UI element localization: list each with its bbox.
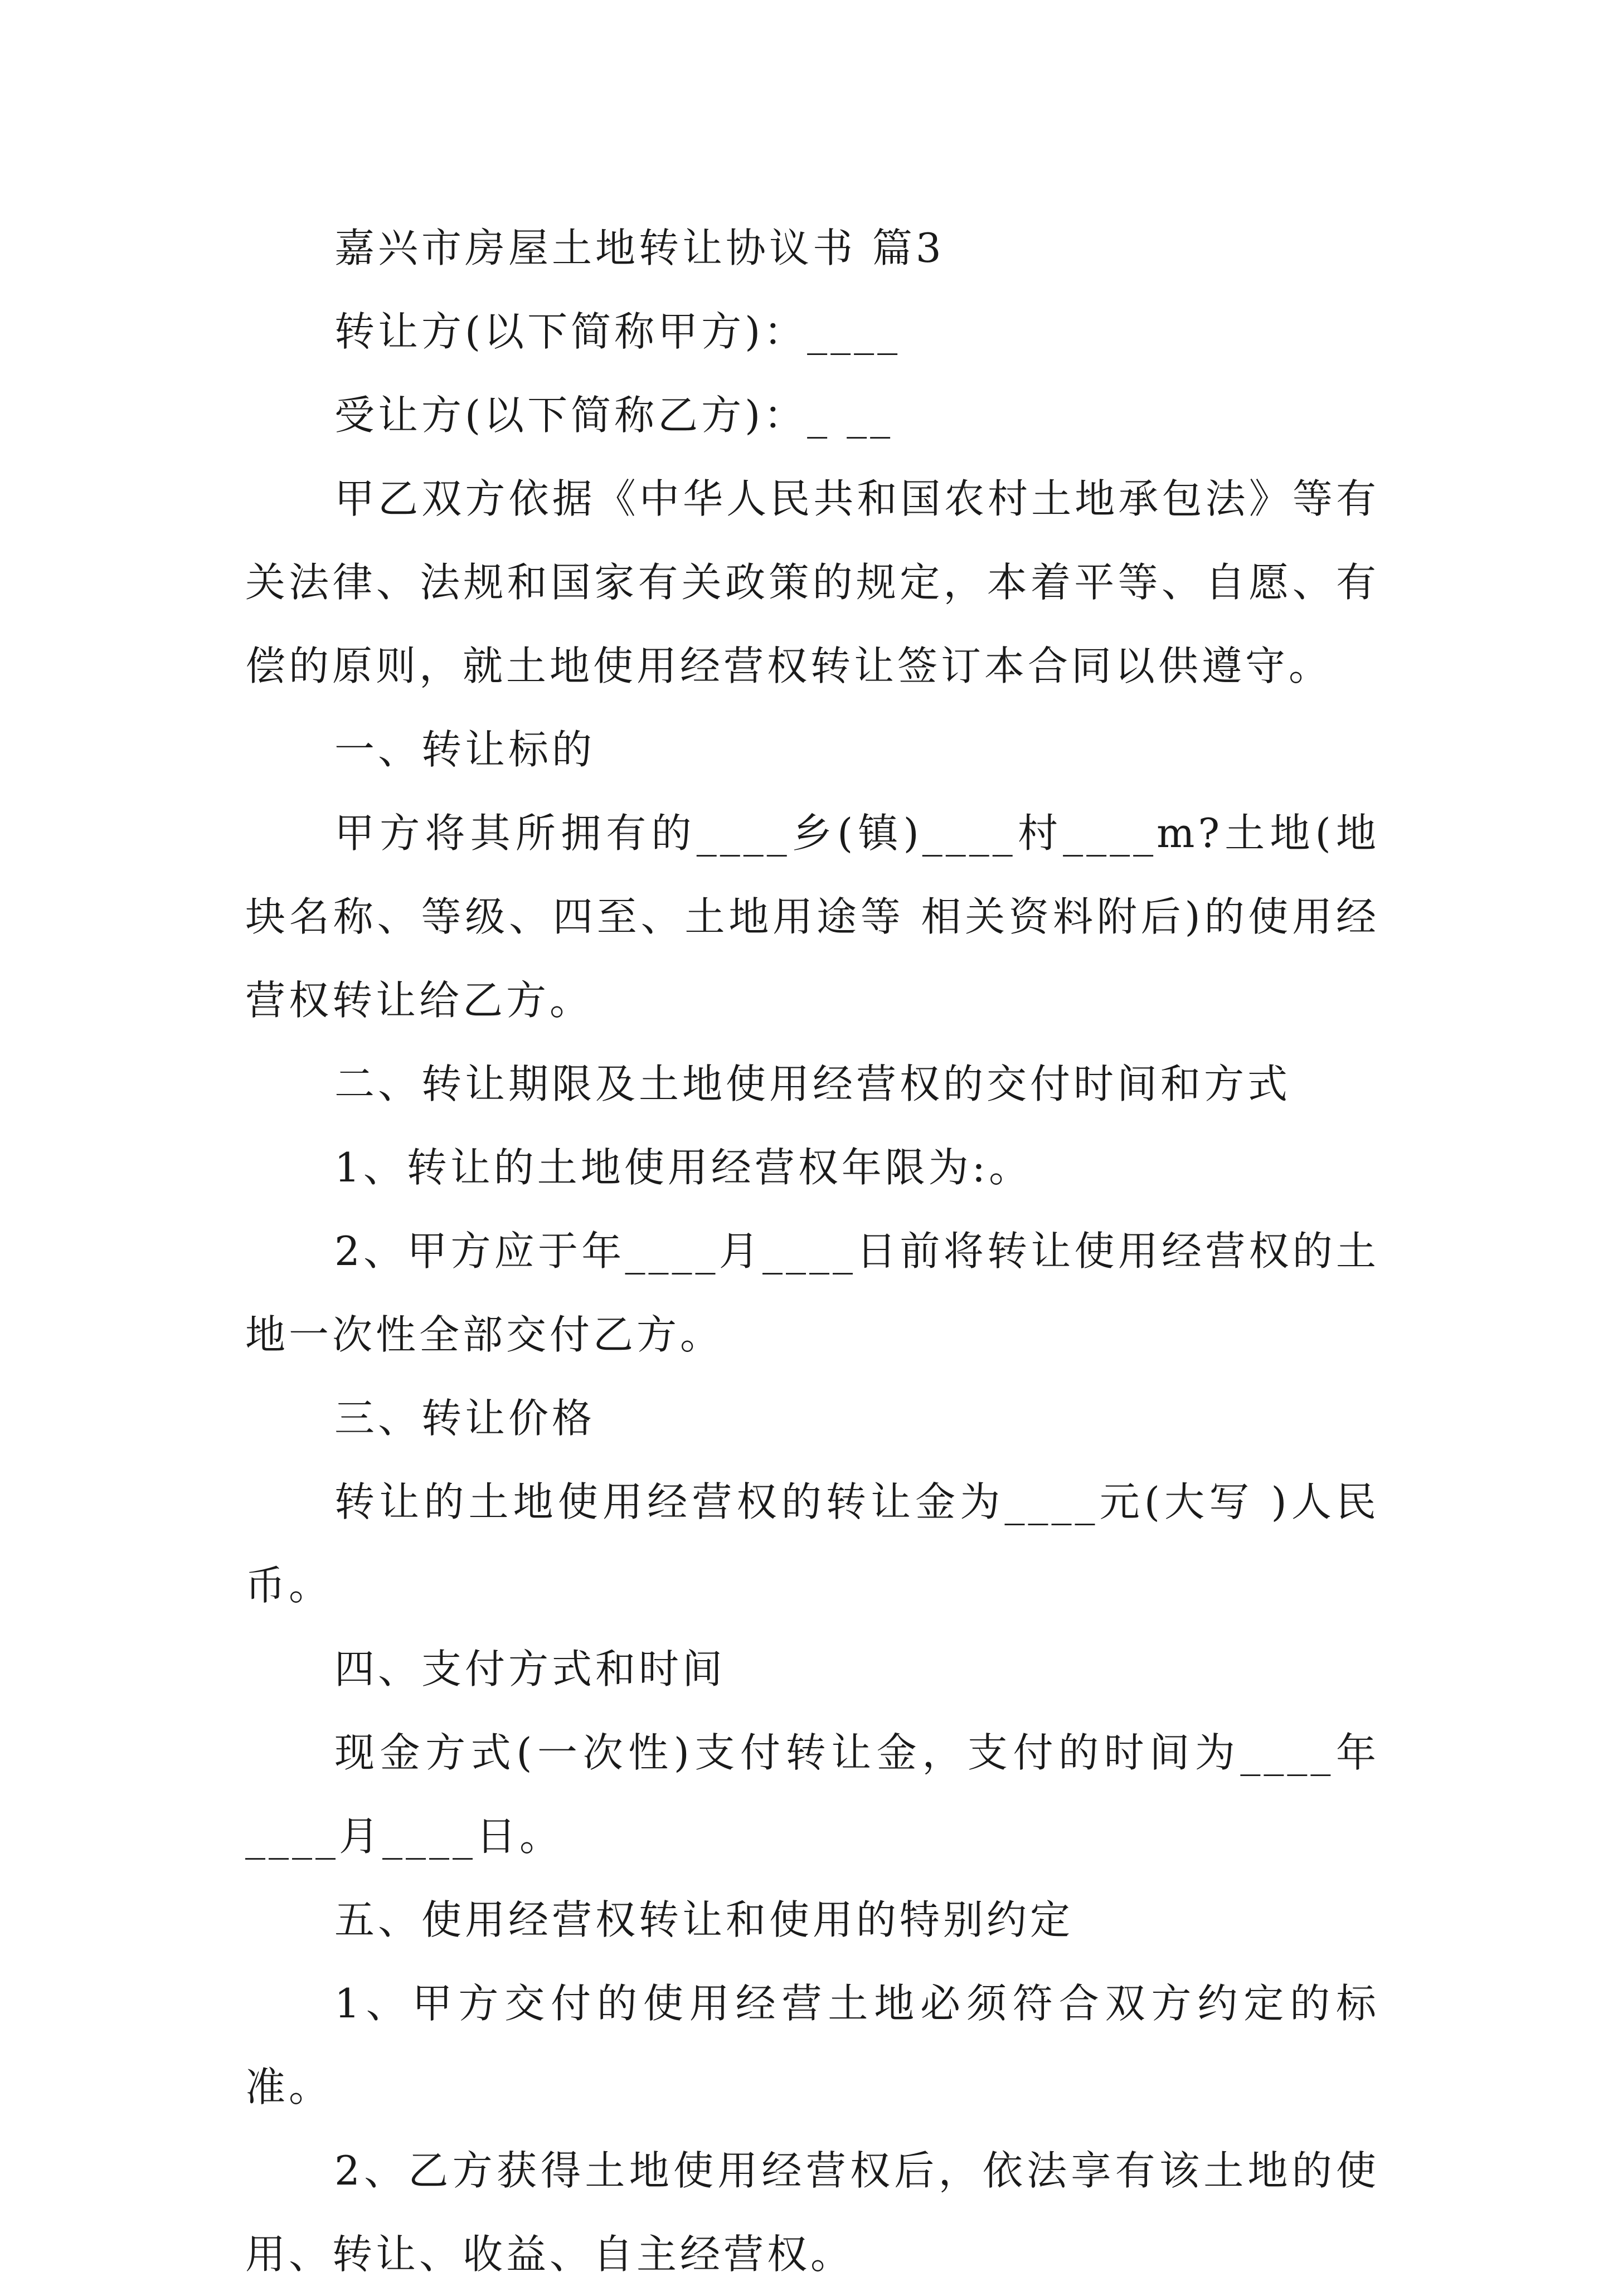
section-heading-3: 三、转让价格 xyxy=(334,1395,596,1442)
section-2-item-2: 2、甲方应于年____月____日前将转让使用经营权的土地一次性全部交付乙方。 xyxy=(245,1228,1379,1358)
section-5-item-2: 2、乙方获得土地使用经营权后，依法享有该土地的使用、转让、收益、自主经营权。 xyxy=(245,2147,1379,2278)
transferee-line: 受让方(以下简称乙方)：_ __ xyxy=(334,392,894,439)
section-1-paragraph: 甲方将其所拥有的____乡(镇)____村____m?土地(地块名称、等级、四至、土地用途等 相关资料附后)的使用经营权转让给乙方。 xyxy=(245,810,1379,1024)
document-body xyxy=(245,206,1379,2296)
section-4-paragraph: 现金方式(一次性)支付转让金，支付的时间为____年____月____日。 xyxy=(245,1729,1379,1860)
section-2-item-1: 1、转让的土地使用经营权年限为:。 xyxy=(334,1144,1033,1191)
section-heading-4: 四、支付方式和时间 xyxy=(334,1646,726,1692)
section-heading-1: 一、转让标的 xyxy=(334,726,596,773)
section-heading-5: 五、使用经营权转让和使用的特别约定 xyxy=(334,1896,1074,1943)
document-title: 嘉兴市房屋土地转让协议书 篇3 xyxy=(334,225,945,271)
transferor-line: 转让方(以下简称甲方)：____ xyxy=(334,308,901,355)
preamble-paragraph: 甲乙双方依据《中华人民共和国农村土地承包法》等有关法律、法规和国家有关政策的规定，本着平等、自愿、有偿的原则，就土地使用经营权转让签订本合同以供遵守。 xyxy=(245,475,1379,689)
section-5-item-1: 1、甲方交付的使用经营土地必须符合双方约定的标准。 xyxy=(245,1980,1379,2110)
section-3-paragraph: 转让的土地使用经营权的转让金为____元(大写 )人民币。 xyxy=(245,1478,1379,1609)
section-heading-2: 二、转让期限及土地使用经营权的交付时间和方式 xyxy=(334,1061,1291,1107)
